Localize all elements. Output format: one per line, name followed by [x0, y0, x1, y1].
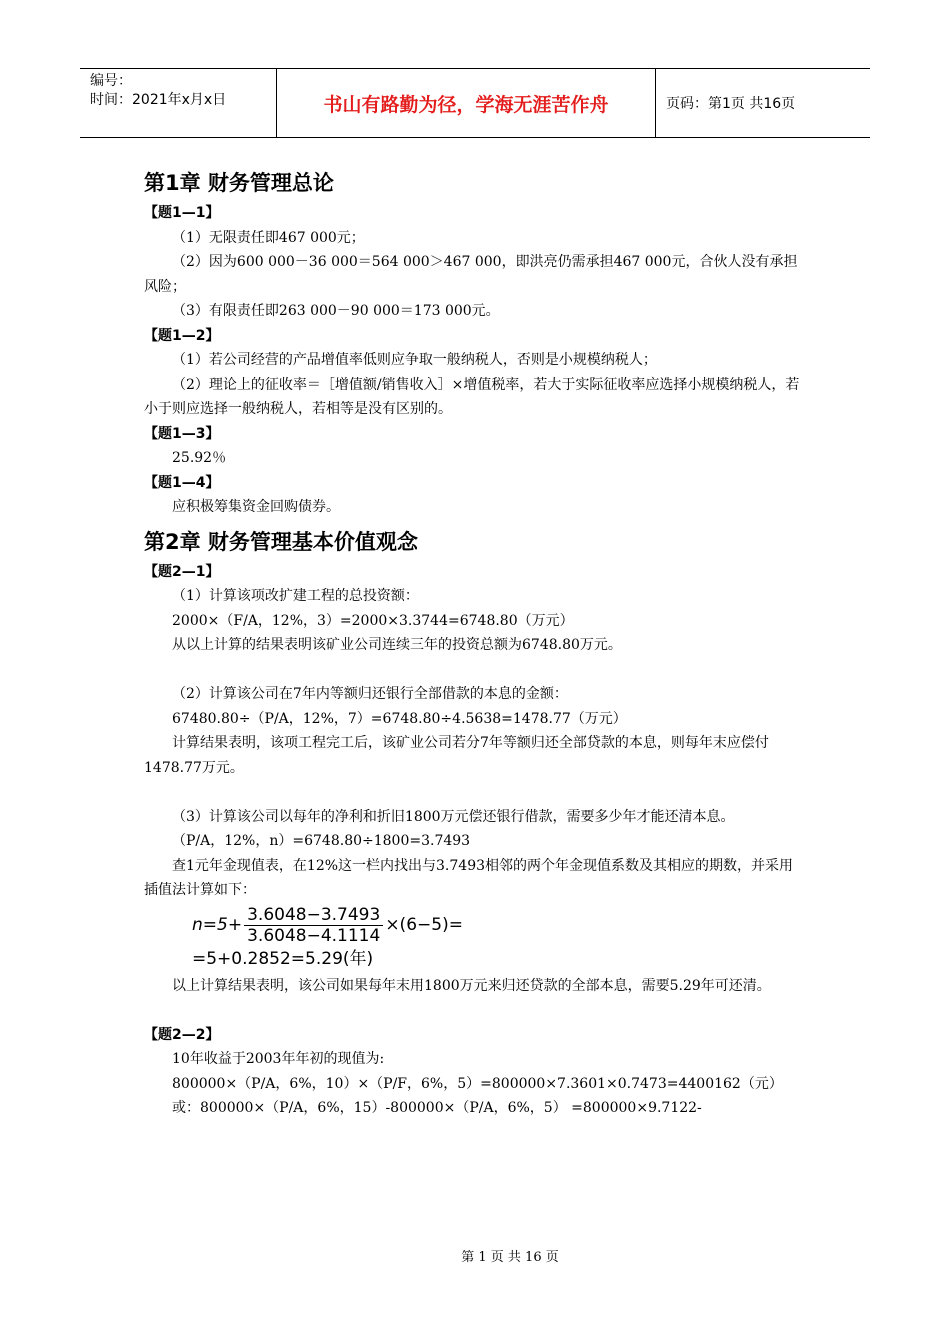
q2-1-p2-line-1: （2）计算该公司在7年内等额归还银行全部借款的本息的金额：: [172, 686, 568, 702]
q2-1-p3-line-3: 查1元年金现值表，在12%这一栏内找出与3.7493相邻的两个年金现值系数及其相应的期数，并采用插值法计算如下：: [144, 857, 794, 898]
chapter1-title: 第1章 财务管理总论: [144, 171, 334, 195]
q2-1-p3-line-2: （P/A，12%，n）=6748.80÷1800=3.7493: [172, 833, 471, 849]
q1-2-label: 【题1—2】: [144, 327, 220, 344]
interpolation-formula: [144, 905, 806, 970]
formula-rhs: ×(6−5)=: [385, 915, 463, 935]
q2-1-p1-line-1: （1）计算该项改扩建工程的总投资额：: [172, 588, 419, 604]
header-page-info: 页码：第1页 共16页: [666, 96, 796, 112]
q1-1-line-2: （2）因为600 000－36 000＝564 000＞467 000，即洪亮仍需承担467 000元，合伙人没有承担风险；: [144, 254, 798, 295]
q2-1-conclusion: 以上计算结果表明，该公司如果每年末用1800万元来归还贷款的全部本息，需要5.29年可还清。: [172, 977, 771, 994]
q1-3-line-1: 25.92％: [172, 450, 227, 466]
q2-2-line-2: 800000×（P/A，6%，10）×（P/F，6%，5）=800000×7.3601×0.7473=4400162（元）: [172, 1075, 783, 1092]
q1-4-line-1: 应积极筹集资金回购债券。: [172, 499, 340, 515]
q2-2-line-1: 10年收益于2003年年初的现值为:: [172, 1051, 385, 1067]
q2-1-p1-line-3: 从以上计算的结果表明该矿业公司连续三年的投资总额为6748.80万元。: [172, 637, 622, 653]
q1-1-label: 【题1—1】: [144, 205, 220, 221]
q2-1-p3-line-1: （3）计算该公司以每年的净利和折旧1800万元偿还银行借款，需要多少年才能还清本息。: [172, 808, 735, 825]
formula-lhs: n=5+: [192, 915, 243, 935]
formula-line-2: =5+0.2852=5.29(年): [192, 948, 374, 969]
q1-2-line-1: （1）若公司经营的产品增值率低则应争取一般纳税人，否则是小规模纳税人；: [172, 352, 657, 368]
q2-1-p2-line-3: 计算结果表明，该项工程完工后，该矿业公司若分7年等额归还全部贷款的本息，则每年末应偿付1478.77万元。: [144, 735, 769, 776]
formula-numerator: 3.6048−3.7493: [244, 905, 383, 926]
formula-denominator: 3.6048−4.1114: [247, 925, 381, 946]
formula-fraction: [244, 905, 383, 946]
q2-2-line-3: 或：800000×（P/A，6%，15）-800000×（P/A，6%，5） =800000×9.7122-: [172, 1100, 702, 1116]
date-label: 时间：2021年x月x日: [90, 92, 227, 108]
q1-3-label: 【题1—3】: [144, 425, 220, 442]
page-header: [80, 68, 870, 138]
header-motto: 书山有路勤为径，学海无涯苦作舟: [276, 69, 656, 137]
q2-2-label: 【题2—2】: [144, 1026, 220, 1043]
chapter2-title: 第2章 财务管理基本价值观念: [144, 529, 418, 554]
number-label: 编号：: [90, 73, 132, 89]
q1-2-line-2: （2）理论上的征收率＝［增值额/销售收入］×增值税率，若大于实际征收率应选择小规模纳税人，若小于则应选择一般纳税人，若相等是没有区别的。: [144, 376, 800, 417]
q1-4-label: 【题1—4】: [144, 474, 220, 491]
q1-1-line-1: （1）无限责任即467 000元；: [172, 229, 365, 246]
header-left: [80, 69, 276, 137]
page-footer: 第 1 页 共 16 页: [461, 1250, 559, 1265]
q2-1-label: 【题2—1】: [144, 563, 220, 580]
document-body: [144, 165, 806, 1121]
q1-1-line-3: （3）有限责任即263 000－90 000＝173 000元。: [172, 303, 500, 319]
q2-1-p1-line-2: 2000×（F/A，12%，3）=2000×3.3744=6748.80（万元）: [172, 612, 574, 629]
q2-1-p2-line-2: 67480.80÷（P/A，12%，7）=6748.80÷4.5638=1478.77（万元）: [172, 710, 627, 727]
